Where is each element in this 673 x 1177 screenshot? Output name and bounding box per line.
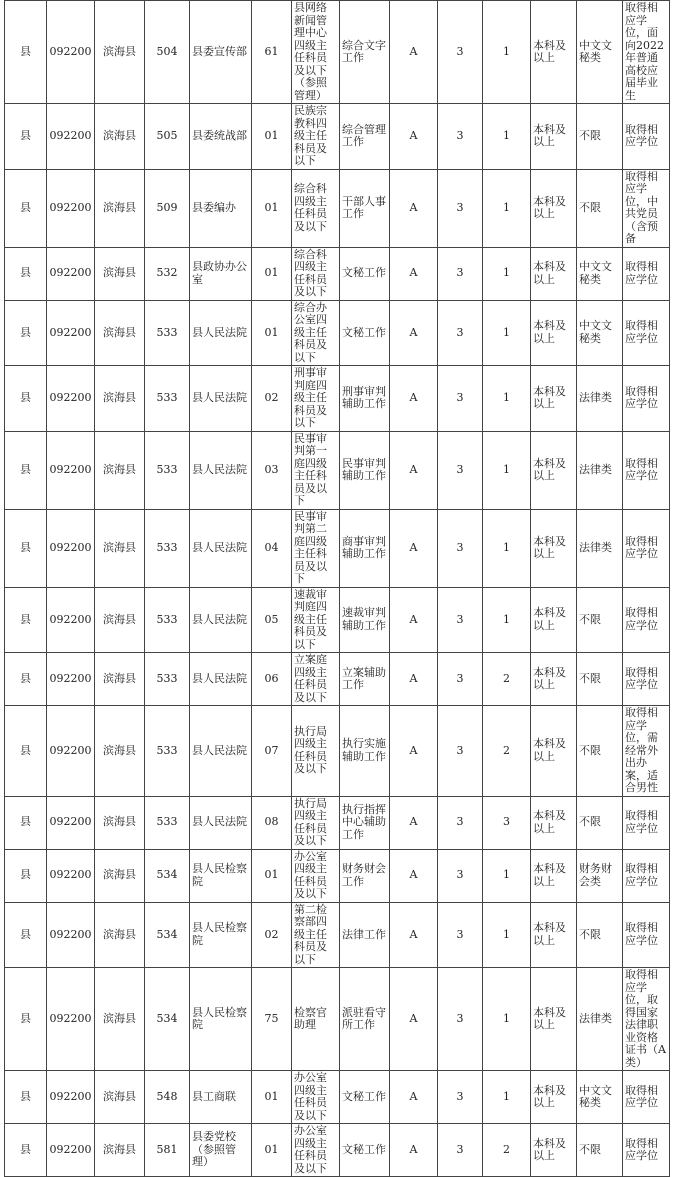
cell-position-name: 综合办公室四级主任科员及以下 [292, 300, 340, 366]
cell-county: 滨海县 [95, 509, 145, 587]
cell-headcount: 2 [483, 706, 531, 797]
cell-position-name: 速裁审判庭四级主任科员及以下 [292, 587, 340, 653]
cell-duty: 执行指挥中心辅助工作 [340, 796, 390, 849]
cell-headcount: 1 [483, 300, 531, 366]
cell-ratio: 3 [438, 104, 483, 170]
cell-duty: 文秘工作 [340, 1071, 390, 1124]
cell-education: 本科及以上 [531, 902, 577, 968]
table-row [5, 653, 670, 706]
cell-category: A [390, 1124, 438, 1177]
table-row [5, 1071, 670, 1124]
cell-county: 滨海县 [95, 653, 145, 706]
table-row [5, 300, 670, 366]
cell-position-code: 61 [252, 1, 292, 104]
cell-county: 滨海县 [95, 706, 145, 797]
cell-headcount: 3 [483, 796, 531, 849]
table-body [5, 1, 670, 1177]
cell-category: A [390, 247, 438, 300]
cell-organization: 县人民法院 [190, 366, 252, 432]
table-row [5, 169, 670, 247]
cell-headcount: 1 [483, 366, 531, 432]
cell-organization: 县委党校（参照管理） [190, 1124, 252, 1177]
cell-area-code: 092200 [47, 431, 95, 509]
cell-headcount: 1 [483, 169, 531, 247]
cell-position-code: 07 [252, 706, 292, 797]
cell-duty: 执行实施辅助工作 [340, 706, 390, 797]
cell-position-code: 04 [252, 509, 292, 587]
cell-major: 中文文秘类 [577, 1, 623, 104]
cell-requirements: 取得相应学位 [623, 587, 670, 653]
cell-requirements: 取得相应学位 [623, 104, 670, 170]
cell-county: 滨海县 [95, 300, 145, 366]
cell-duty: 财务财会工作 [340, 849, 390, 902]
cell-ratio: 3 [438, 1071, 483, 1124]
cell-dept-code: 533 [145, 796, 190, 849]
cell-level: 县 [5, 849, 47, 902]
cell-dept-code: 533 [145, 366, 190, 432]
cell-organization: 县委编办 [190, 169, 252, 247]
cell-headcount: 1 [483, 849, 531, 902]
cell-dept-code: 533 [145, 706, 190, 797]
cell-requirements: 取得相应学位 [623, 509, 670, 587]
cell-category: A [390, 653, 438, 706]
cell-position-code: 02 [252, 366, 292, 432]
cell-level: 县 [5, 1, 47, 104]
cell-position-code: 08 [252, 796, 292, 849]
cell-ratio: 3 [438, 300, 483, 366]
cell-education: 本科及以上 [531, 968, 577, 1071]
cell-headcount: 1 [483, 902, 531, 968]
cell-position-code: 01 [252, 104, 292, 170]
cell-category: A [390, 587, 438, 653]
cell-ratio: 3 [438, 1124, 483, 1177]
cell-position-name: 执行局四级主任科员及以下 [292, 796, 340, 849]
cell-requirements: 取得相应学位，中共党员（含预备 [623, 169, 670, 247]
cell-organization: 县人民检察院 [190, 968, 252, 1071]
cell-category: A [390, 849, 438, 902]
cell-organization: 县人民法院 [190, 706, 252, 797]
cell-dept-code: 533 [145, 300, 190, 366]
cell-headcount: 2 [483, 1124, 531, 1177]
cell-education: 本科及以上 [531, 706, 577, 797]
table-row [5, 509, 670, 587]
cell-requirements: 取得相应学位 [623, 1124, 670, 1177]
cell-category: A [390, 300, 438, 366]
cell-position-code: 01 [252, 300, 292, 366]
cell-county: 滨海县 [95, 431, 145, 509]
cell-ratio: 3 [438, 653, 483, 706]
cell-category: A [390, 796, 438, 849]
cell-headcount: 1 [483, 247, 531, 300]
cell-area-code: 092200 [47, 366, 95, 432]
cell-area-code: 092200 [47, 247, 95, 300]
cell-requirements: 取得相应学位 [623, 653, 670, 706]
cell-requirements: 取得相应学位 [623, 902, 670, 968]
table-row [5, 1124, 670, 1177]
table-row [5, 247, 670, 300]
cell-level: 县 [5, 706, 47, 797]
cell-requirements: 取得相应学位，取得国家法律职业资格证书（A类） [623, 968, 670, 1071]
cell-category: A [390, 431, 438, 509]
cell-major: 不限 [577, 902, 623, 968]
cell-level: 县 [5, 796, 47, 849]
cell-position-name: 民族宗教科四级主任科员及以下 [292, 104, 340, 170]
cell-position-name: 执行局四级主任科员及以下 [292, 706, 340, 797]
cell-duty: 派驻看守所工作 [340, 968, 390, 1071]
cell-major: 不限 [577, 169, 623, 247]
cell-position-code: 01 [252, 169, 292, 247]
cell-dept-code: 505 [145, 104, 190, 170]
cell-duty: 刑事审判辅助工作 [340, 366, 390, 432]
cell-requirements: 取得相应学位 [623, 849, 670, 902]
cell-area-code: 092200 [47, 849, 95, 902]
cell-duty: 综合管理工作 [340, 104, 390, 170]
cell-ratio: 3 [438, 796, 483, 849]
cell-county: 滨海县 [95, 1124, 145, 1177]
cell-organization: 县政协办公室 [190, 247, 252, 300]
cell-major: 中文文秘类 [577, 300, 623, 366]
recruitment-table [4, 0, 670, 1177]
cell-organization: 县委统战部 [190, 104, 252, 170]
cell-category: A [390, 366, 438, 432]
cell-level: 县 [5, 300, 47, 366]
cell-position-code: 01 [252, 1071, 292, 1124]
cell-category: A [390, 509, 438, 587]
cell-level: 县 [5, 902, 47, 968]
cell-major: 不限 [577, 587, 623, 653]
cell-education: 本科及以上 [531, 849, 577, 902]
cell-level: 县 [5, 1071, 47, 1124]
cell-dept-code: 534 [145, 968, 190, 1071]
cell-dept-code: 581 [145, 1124, 190, 1177]
cell-headcount: 1 [483, 431, 531, 509]
table-row [5, 431, 670, 509]
table-row [5, 366, 670, 432]
cell-position-code: 02 [252, 902, 292, 968]
cell-duty: 速裁审判辅助工作 [340, 587, 390, 653]
cell-dept-code: 533 [145, 431, 190, 509]
cell-education: 本科及以上 [531, 653, 577, 706]
cell-major: 法律类 [577, 968, 623, 1071]
cell-position-code: 01 [252, 247, 292, 300]
table-row [5, 968, 670, 1071]
cell-area-code: 092200 [47, 104, 95, 170]
cell-position-code: 01 [252, 1124, 292, 1177]
cell-major: 法律类 [577, 366, 623, 432]
cell-category: A [390, 169, 438, 247]
cell-headcount: 1 [483, 1071, 531, 1124]
cell-education: 本科及以上 [531, 1, 577, 104]
cell-headcount: 1 [483, 587, 531, 653]
cell-education: 本科及以上 [531, 300, 577, 366]
cell-position-name: 县网络新闻管理中心四级主任科员及以下（参照管理） [292, 1, 340, 104]
cell-position-name: 综合科四级主任科员及以下 [292, 247, 340, 300]
cell-education: 本科及以上 [531, 104, 577, 170]
cell-dept-code: 534 [145, 849, 190, 902]
cell-duty: 民事审判辅助工作 [340, 431, 390, 509]
cell-position-name: 第二检察部四级主任科员及以下 [292, 902, 340, 968]
cell-position-name: 办公室四级主任科员及以下 [292, 1124, 340, 1177]
cell-ratio: 3 [438, 968, 483, 1071]
cell-position-name: 办公室四级主任科员及以下 [292, 849, 340, 902]
cell-ratio: 3 [438, 169, 483, 247]
cell-duty: 综合文字工作 [340, 1, 390, 104]
cell-education: 本科及以上 [531, 1124, 577, 1177]
cell-position-code: 06 [252, 653, 292, 706]
cell-level: 县 [5, 968, 47, 1071]
cell-position-name: 综合科四级主任科员及以下 [292, 169, 340, 247]
table-row [5, 796, 670, 849]
cell-duty: 文秘工作 [340, 300, 390, 366]
cell-education: 本科及以上 [531, 366, 577, 432]
cell-position-name: 民事审判第一庭四级主任科员及以下 [292, 431, 340, 509]
cell-category: A [390, 1071, 438, 1124]
cell-duty: 法律工作 [340, 902, 390, 968]
cell-dept-code: 533 [145, 653, 190, 706]
cell-position-name: 民事审判第二庭四级主任科员及以下 [292, 509, 340, 587]
cell-ratio: 3 [438, 509, 483, 587]
cell-level: 县 [5, 169, 47, 247]
cell-organization: 县工商联 [190, 1071, 252, 1124]
cell-position-code: 75 [252, 968, 292, 1071]
cell-area-code: 092200 [47, 968, 95, 1071]
cell-requirements: 取得相应学位，面向2022年普通高校应届毕业生 [623, 1, 670, 104]
cell-duty: 文秘工作 [340, 1124, 390, 1177]
cell-headcount: 1 [483, 509, 531, 587]
cell-county: 滨海县 [95, 247, 145, 300]
cell-dept-code: 533 [145, 587, 190, 653]
cell-area-code: 092200 [47, 653, 95, 706]
cell-ratio: 3 [438, 431, 483, 509]
cell-area-code: 092200 [47, 1124, 95, 1177]
cell-area-code: 092200 [47, 587, 95, 653]
cell-headcount: 1 [483, 104, 531, 170]
cell-organization: 县人民法院 [190, 431, 252, 509]
cell-organization: 县人民法院 [190, 653, 252, 706]
cell-duty: 立案辅助工作 [340, 653, 390, 706]
cell-major: 不限 [577, 706, 623, 797]
cell-ratio: 3 [438, 902, 483, 968]
cell-organization: 县人民检察院 [190, 902, 252, 968]
cell-county: 滨海县 [95, 1, 145, 104]
cell-duty: 商事审判辅助工作 [340, 509, 390, 587]
cell-area-code: 092200 [47, 902, 95, 968]
cell-duty: 文秘工作 [340, 247, 390, 300]
cell-major: 不限 [577, 104, 623, 170]
cell-county: 滨海县 [95, 968, 145, 1071]
cell-organization: 县人民法院 [190, 587, 252, 653]
cell-headcount: 1 [483, 968, 531, 1071]
cell-major: 中文文秘类 [577, 1071, 623, 1124]
cell-level: 县 [5, 247, 47, 300]
cell-requirements: 取得相应学位 [623, 431, 670, 509]
table-row [5, 902, 670, 968]
cell-major: 不限 [577, 1124, 623, 1177]
cell-organization: 县人民法院 [190, 509, 252, 587]
cell-education: 本科及以上 [531, 587, 577, 653]
cell-requirements: 取得相应学位 [623, 247, 670, 300]
cell-area-code: 092200 [47, 1071, 95, 1124]
cell-level: 县 [5, 366, 47, 432]
cell-position-name: 检察官助理 [292, 968, 340, 1071]
cell-county: 滨海县 [95, 849, 145, 902]
cell-county: 滨海县 [95, 104, 145, 170]
cell-education: 本科及以上 [531, 169, 577, 247]
cell-organization: 县人民法院 [190, 796, 252, 849]
table-row [5, 104, 670, 170]
cell-education: 本科及以上 [531, 247, 577, 300]
cell-level: 县 [5, 431, 47, 509]
cell-ratio: 3 [438, 706, 483, 797]
cell-requirements: 取得相应学位，需经常外出办案，适合男性 [623, 706, 670, 797]
cell-category: A [390, 104, 438, 170]
cell-dept-code: 504 [145, 1, 190, 104]
cell-category: A [390, 1, 438, 104]
cell-level: 县 [5, 104, 47, 170]
cell-county: 滨海县 [95, 587, 145, 653]
cell-county: 滨海县 [95, 1071, 145, 1124]
cell-ratio: 3 [438, 1, 483, 104]
cell-major: 法律类 [577, 431, 623, 509]
cell-position-code: 03 [252, 431, 292, 509]
cell-education: 本科及以上 [531, 1071, 577, 1124]
cell-dept-code: 532 [145, 247, 190, 300]
table-row [5, 587, 670, 653]
cell-dept-code: 509 [145, 169, 190, 247]
cell-ratio: 3 [438, 366, 483, 432]
cell-major: 不限 [577, 796, 623, 849]
cell-dept-code: 548 [145, 1071, 190, 1124]
cell-ratio: 3 [438, 247, 483, 300]
cell-area-code: 092200 [47, 706, 95, 797]
cell-area-code: 092200 [47, 300, 95, 366]
cell-level: 县 [5, 653, 47, 706]
cell-category: A [390, 902, 438, 968]
cell-organization: 县人民检察院 [190, 849, 252, 902]
cell-position-name: 立案庭四级主任科员及以下 [292, 653, 340, 706]
cell-dept-code: 533 [145, 509, 190, 587]
cell-requirements: 取得相应学位 [623, 300, 670, 366]
cell-major: 财务财会类 [577, 849, 623, 902]
cell-position-name: 刑事审判庭四级主任科员及以下 [292, 366, 340, 432]
cell-major: 中文文秘类 [577, 247, 623, 300]
cell-education: 本科及以上 [531, 796, 577, 849]
cell-position-code: 01 [252, 849, 292, 902]
cell-category: A [390, 968, 438, 1071]
cell-organization: 县人民法院 [190, 300, 252, 366]
cell-requirements: 取得相应学位 [623, 1071, 670, 1124]
cell-area-code: 092200 [47, 796, 95, 849]
cell-ratio: 3 [438, 587, 483, 653]
cell-area-code: 092200 [47, 1, 95, 104]
cell-area-code: 092200 [47, 509, 95, 587]
cell-requirements: 取得相应学位 [623, 366, 670, 432]
cell-headcount: 2 [483, 653, 531, 706]
cell-category: A [390, 706, 438, 797]
cell-level: 县 [5, 1124, 47, 1177]
table-row [5, 1, 670, 104]
cell-headcount: 1 [483, 1, 531, 104]
table-row [5, 849, 670, 902]
cell-duty: 干部人事工作 [340, 169, 390, 247]
cell-position-name: 办公室四级主任科员及以下 [292, 1071, 340, 1124]
cell-county: 滨海县 [95, 169, 145, 247]
table-row [5, 706, 670, 797]
cell-area-code: 092200 [47, 169, 95, 247]
cell-level: 县 [5, 509, 47, 587]
cell-ratio: 3 [438, 849, 483, 902]
cell-position-code: 05 [252, 587, 292, 653]
cell-level: 县 [5, 587, 47, 653]
cell-education: 本科及以上 [531, 509, 577, 587]
cell-county: 滨海县 [95, 796, 145, 849]
cell-major: 不限 [577, 653, 623, 706]
cell-dept-code: 534 [145, 902, 190, 968]
cell-county: 滨海县 [95, 366, 145, 432]
cell-requirements: 取得相应学位 [623, 796, 670, 849]
cell-major: 法律类 [577, 509, 623, 587]
cell-county: 滨海县 [95, 902, 145, 968]
cell-organization: 县委宣传部 [190, 1, 252, 104]
cell-education: 本科及以上 [531, 431, 577, 509]
